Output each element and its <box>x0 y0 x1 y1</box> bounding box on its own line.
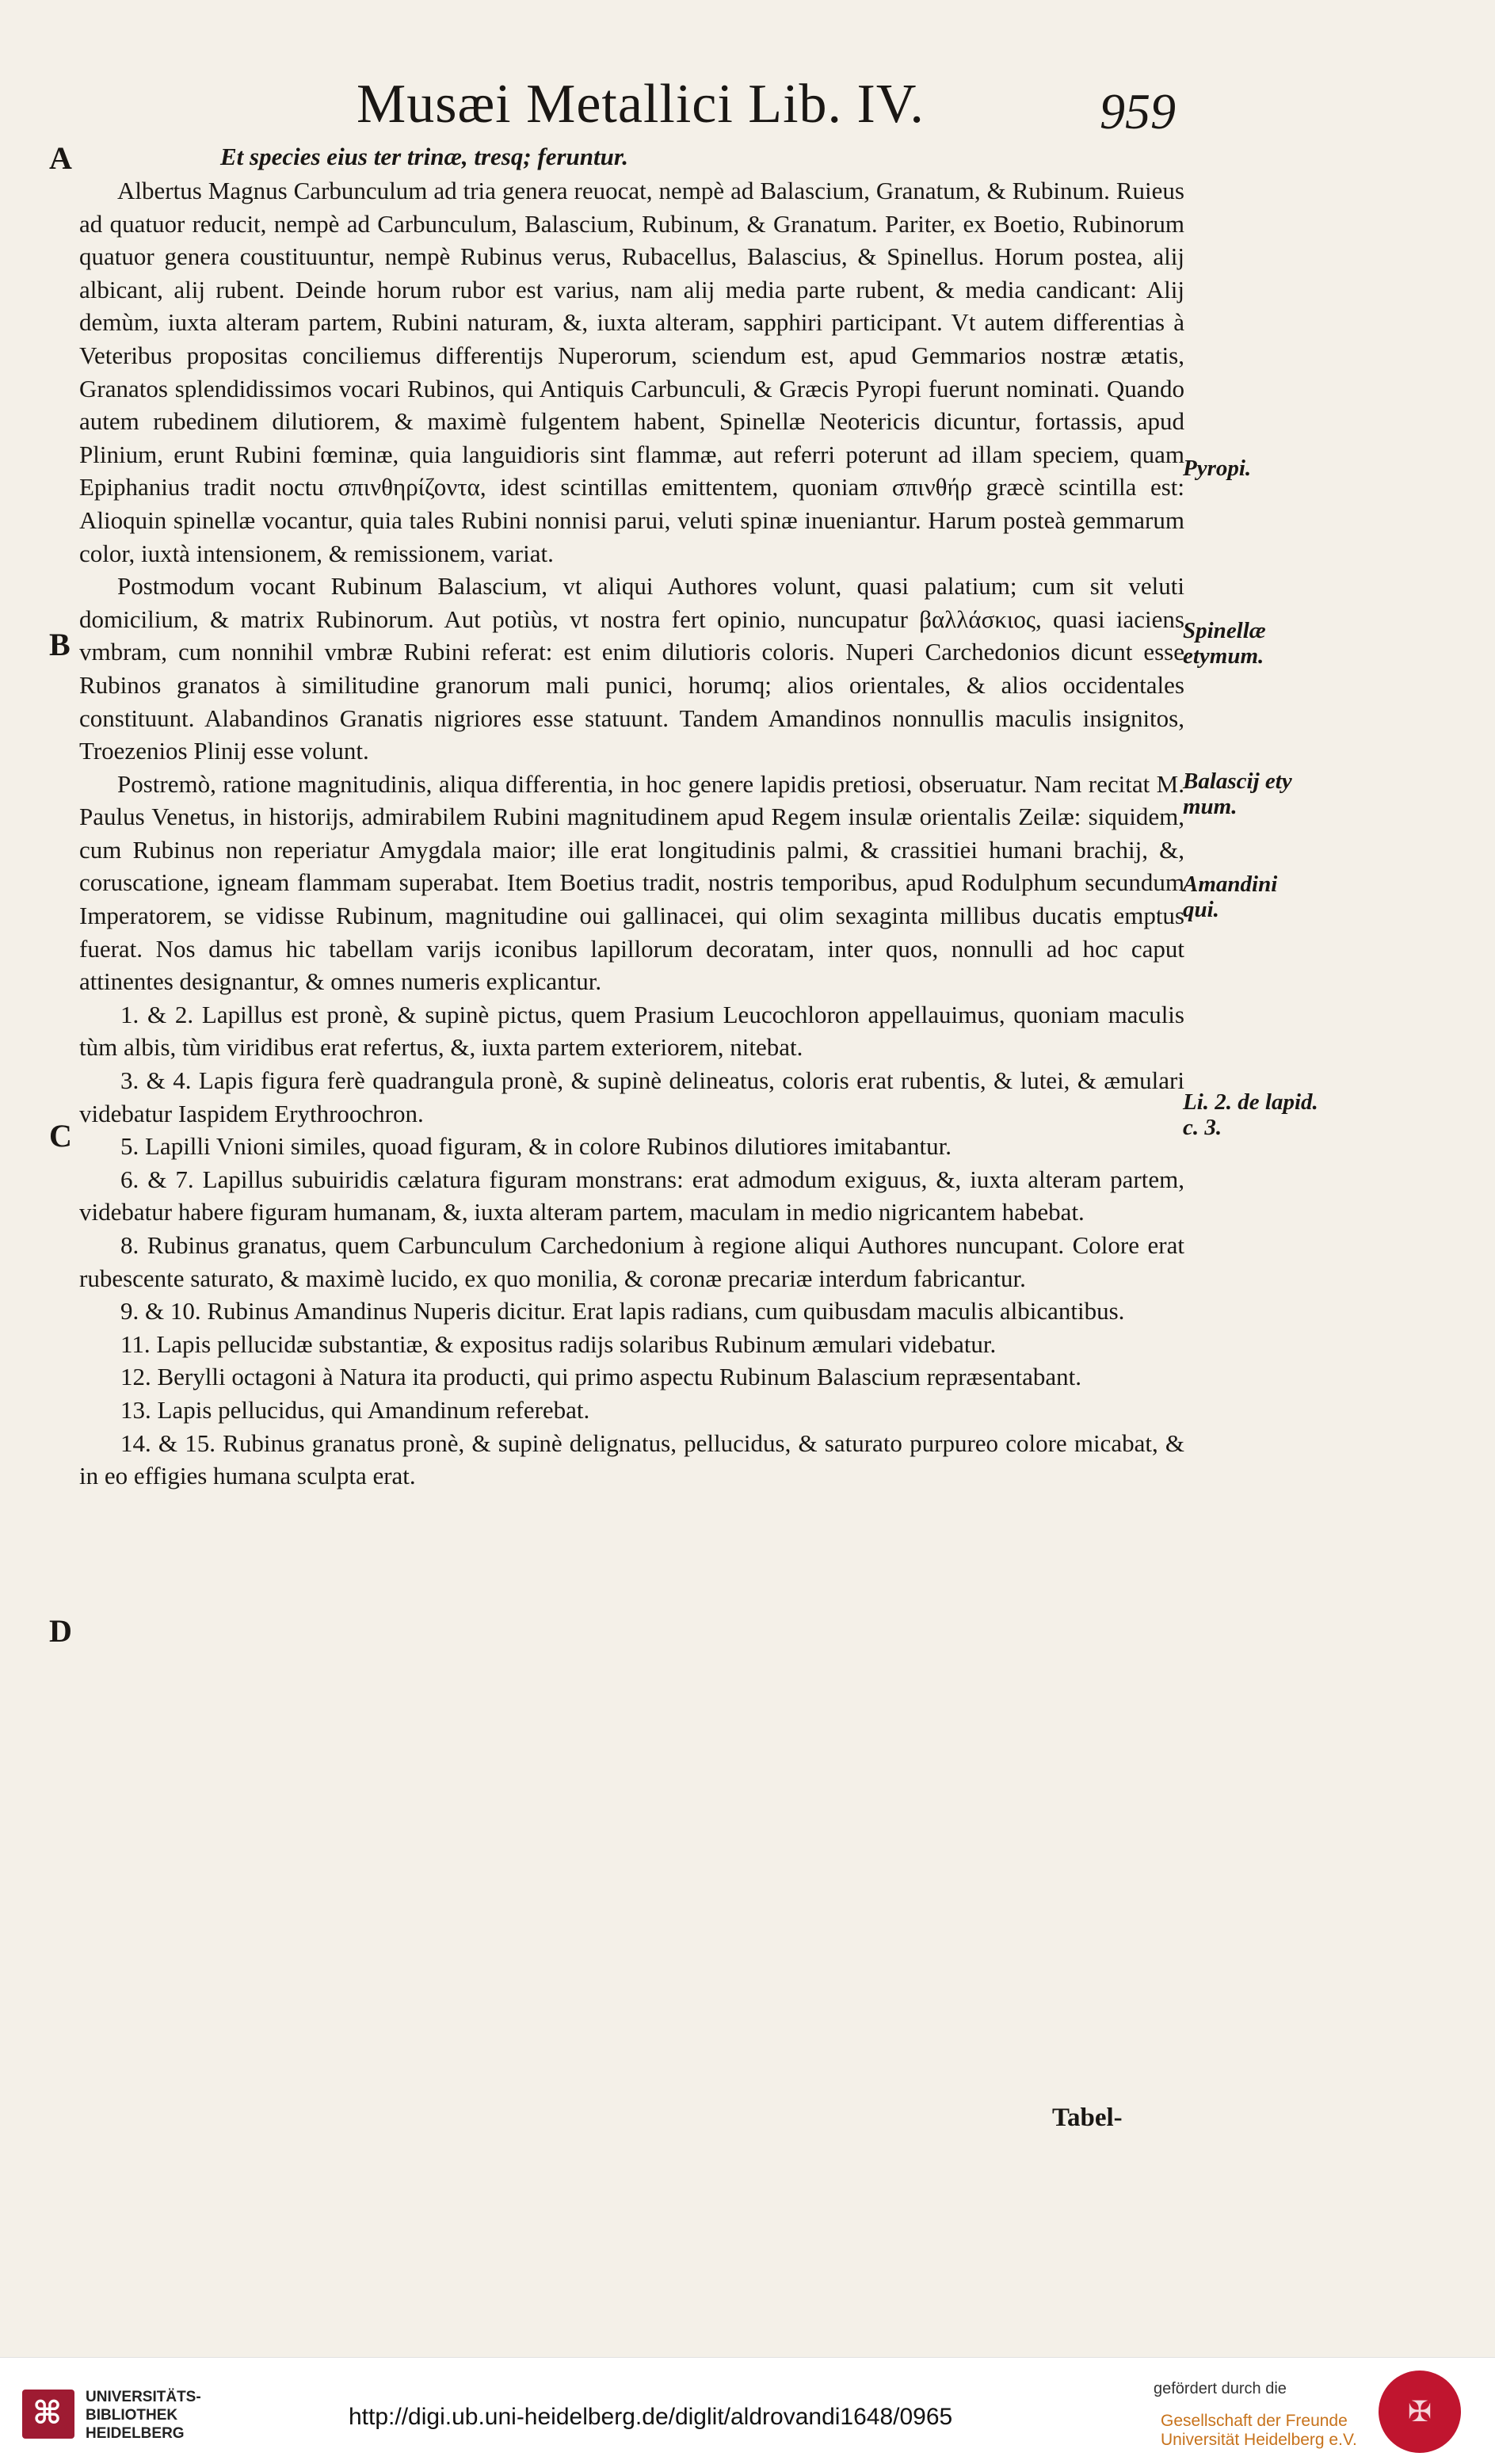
running-title: Musæi Metallici Lib. IV. <box>357 74 925 135</box>
library-name[interactable]: UNIVERSITÄTS- BIBLIOTHEK HEIDELBERG <box>86 2389 201 2442</box>
library-logo-icon[interactable]: ⌘ <box>22 2390 74 2439</box>
list-item: 9. & 10. Rubinus Amandinus Nuperis dicitur. Erat lapis radians, cum quibusdam maculis albicantibus. <box>120 1297 1125 1325</box>
sponsor-intro: gefördert durch die <box>1154 2380 1287 2397</box>
list-item: 8. Rubinus granatus, quem Carbunculum Carchedonium à regione aliqui Authores nuncupant. Colore erat rubescente saturato, & maximè lucido, ex quo monilia, & coronæ precariæ interdum fabricantur. <box>79 1231 1184 1292</box>
margin-note-spinellae: Spinellæ etymum. <box>1183 618 1266 669</box>
list-item: 13. Lapis pellucidus, qui Amandinum referebat. <box>120 1395 590 1424</box>
margin-note-amandini: Amandini qui. <box>1183 872 1278 922</box>
chapter-heading: Et species eius ter trinæ, tresq; feruntur. <box>220 143 628 170</box>
section-letter-a: A <box>49 140 72 176</box>
list-item: 14. & 15. Rubinus granatus pronè, & supinè delignatus, pellucidus, & saturato purpureo colore micabat, & in eo effigies humana sculpta erat. <box>79 1428 1184 1490</box>
paragraph: Albertus Magnus Carbunculum ad tria genera reuocat, nempè ad Balascium, Granatum, & Rubinum. Ruieus ad quatuor reducit, nempè ad Carbunculum, Balascium, Rubinum, & Granatum. Pariter, ex Boetio, Rubinorum quatuor genera coustituuntur, nempè Rubinus verus, Rubacellus, Balascius, & Spinellus. Horum postea, alij albicant, alij rubent. Deinde horum rubor est varius, nam alij media parte rubent, & media candicant: Alij demùm, iuxta alteram partem, Rubini naturam, &, iuxta alteram, sapphiri participant. Vt autem differentias à Veteribus propositas conciliemus differentijs Nuperorum, sciendum est, apud Gemmarios nostræ ætatis, Granatos splendidissimos vocari Rubinos, qui Antiquis Carbunculi, & Græcis Pyropi fuerunt nominati. Quando autem rubedinem dilutiorem, & maximè fulgentem habent, Spinellæ Neotericis dicuntur, fortassis, apud Plinium, erunt Rubini fœminæ, quia languidioris sint flammæ, aut referri poterunt ad illam speciem, quam Epiphanius tradit noctu σπινθηρίζοντα, idest scintillas emittentem, quoniam σπινθήρ græcè scintilla est: Alioquin spinellæ vocantur, quia tales Rubini nonnisi parui, veluti spinæ inueniantur. Harum posteà gemmarum color, iuxtà intensionem, & remissionem, variat. <box>79 177 1184 567</box>
section-letter-b: B <box>49 627 71 662</box>
list-item: 6. & 7. Lapillus subuiridis cælatura figuram monstrans: erat admodum exiguus, &, iuxta alteram partem, videbatur habere figuram humanam, &, iuxta alteram partem, maculam in medio nigricantem habebat. <box>79 1165 1184 1226</box>
margin-note-reference: Li. 2. de lapid. c. 3. <box>1183 1089 1318 1140</box>
list-item: 11. Lapis pellucidæ substantiæ, & expositus radijs solaribus Rubinum æmulari videbatur. <box>120 1329 997 1358</box>
sponsor-name[interactable]: Gesellschaft der Freunde Universität Heidelberg e.V. <box>1161 2412 1357 2449</box>
margin-note-pyropi: Pyropi. <box>1183 456 1252 481</box>
margin-note-balascij: Balascij ety mum. <box>1183 769 1292 819</box>
list-item: 1. & 2. Lapillus est pronè, & supinè pictus, quem Prasium Leucochloron appellauimus, quoniam maculis tùm albis, tùm viridibus erat refertus, &, iuxta partem exteriorem, nitebat. <box>79 1000 1184 1062</box>
paragraph: Postremò, ratione magnitudinis, aliqua differentia, in hoc genere lapidis pretiosi, obseruatur. Nam recitat M. Paulus Venetus, in historijs, admirabilem Rubini magnitudinem apud Regem insulæ orientalis Zeilæ: siquidem, cum Rubinus non reperiatur Amygdala maior; ille erat longitudinis palmi, & crassitiei humani brachij, &, coruscatione, igneam flammam superabat. Item Boetius tradit, nostris temporibus, apud Rodulphum secundum Imperatorem, se vidisse Rubinum, magnitudine oui gallinacei, qui olim sexaginta millibus ducatis emptus fuerat. Nos damus hic tabellam varijs iconibus lapillorum decoratam, inter quos, nonnulli ad hoc caput attinentes designantur, & omnes numeris explicantur. <box>79 769 1184 996</box>
university-seal-icon[interactable]: ✠ <box>1379 2371 1461 2453</box>
paragraph: Postmodum vocant Rubinum Balascium, vt aliqui Authores volunt, quasi palatium; cum sit veluti domicilium, & matrix Rubinorum. Aut potiùs, vt nostra fert opinio, nuncupatur βαλλάσκιος, quasi iaciens vmbram, cum nonnihil vmbræ Rubini referat: est enim dilutioris coloris. Nuperi Carchedonios dicunt esse Rubinos granatos à similitudine granorum mali punici, horumq; alios orientales, & alios occidentales constituunt. Alabandinos Granatis nigriores esse statuunt. Tandem Amandinos nonnullis maculis insignitos, Troezenios Plinij esse volunt. <box>79 572 1184 765</box>
list-item: 3. & 4. Lapis figura ferè quadrangula pronè, & supinè delineatus, coloris erat rubentis, & lutei, & æmulari videbatur Iaspidem Erythroochron. <box>79 1066 1184 1127</box>
main-text <box>79 174 1184 1493</box>
list-item: 12. Berylli octagoni à Natura ita producti, qui primo aspectu Rubinum Balascium repræsentabant. <box>120 1363 1082 1391</box>
viewer-footer <box>0 2357 1495 2464</box>
catchword: Tabel- <box>1052 2104 1123 2132</box>
section-letter-d: D <box>49 1613 72 1649</box>
list-item: 5. Lapilli Vnioni similes, quoad figuram, & in colore Rubinos dilutiores imitabantur. <box>120 1132 952 1161</box>
page-number: 959 <box>1100 83 1176 139</box>
section-letter-c: C <box>49 1118 72 1154</box>
permalink-url[interactable]: http://digi.ub.uni-heidelberg.de/diglit/aldrovandi1648/0965 <box>349 2404 953 2430</box>
